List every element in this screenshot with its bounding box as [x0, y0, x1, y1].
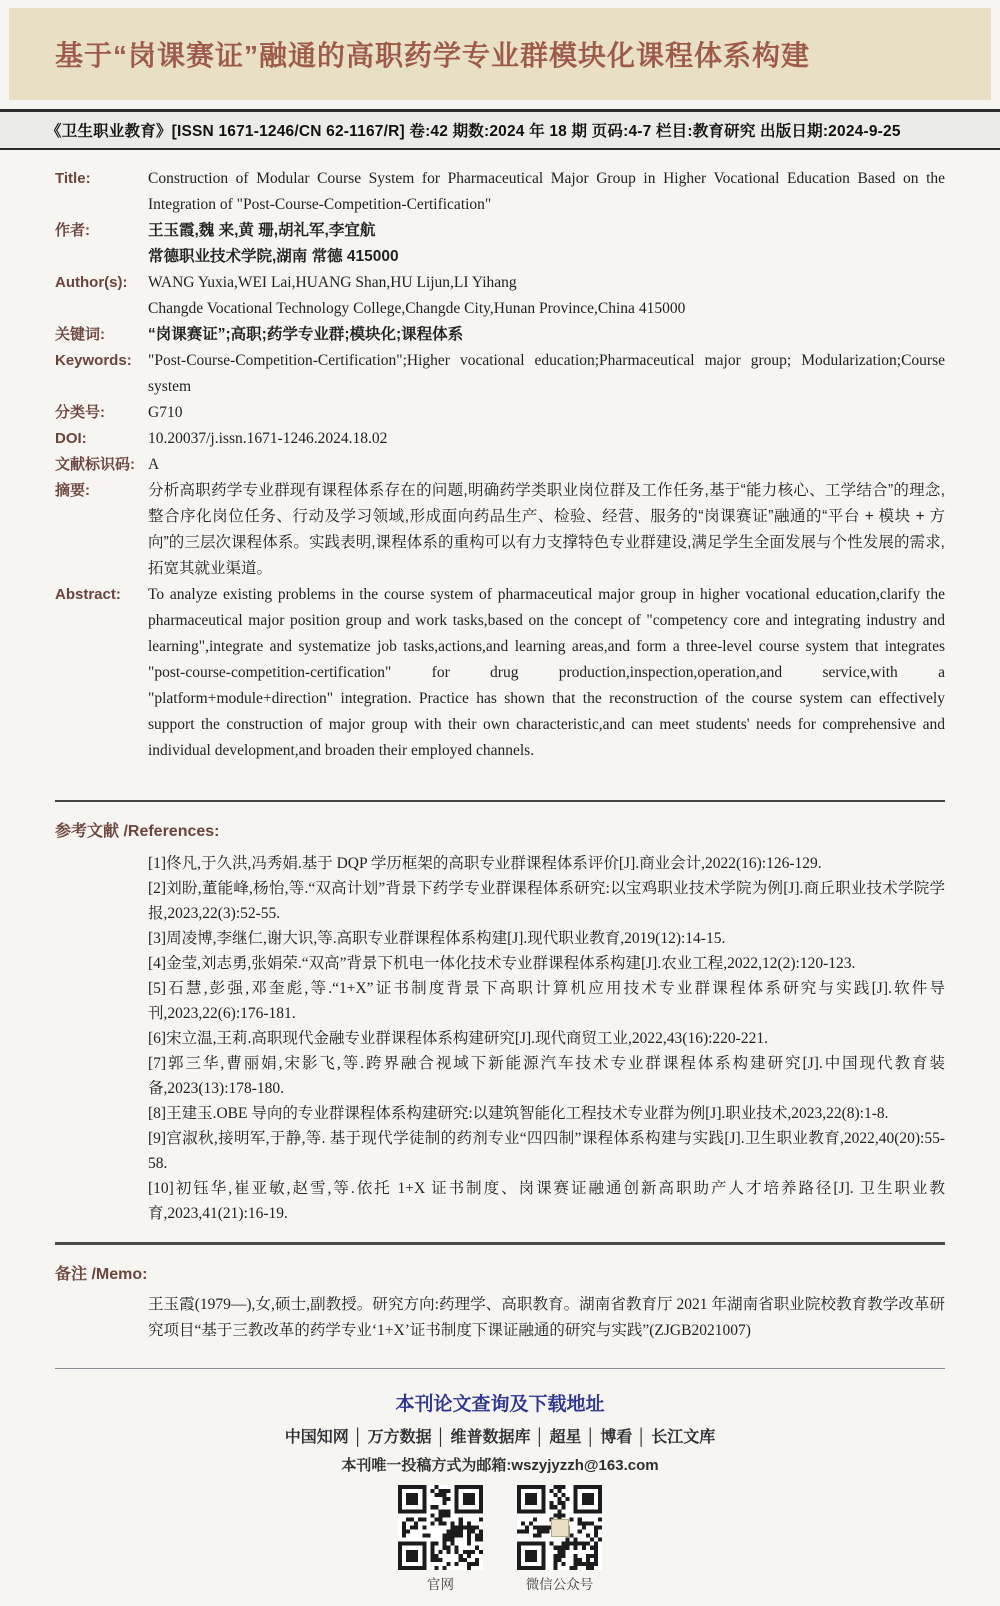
field-value-abstract-en: To analyze existing problems in the course system of pharmaceutical major group in higher vocational education,clarify the pharmaceutical major position group and work tasks,based on the concept of "competency core and integrating industry and learning",integrate and systematize job tasks,actions,and learning areas,and form a three-level course system that integrates "post-course-competition-certification" for drug production,inspection,operation,and service,with a "platform+module+direction" integration. Practice has shown that the reconstruction of the course system can effectively support the construction of major group with their own characteristic,and can meet students' needs for comprehensive and individual development,and broaden their employed channels.: [148, 586, 945, 759]
field-value-authors-cn-affil: 常德职业技术学院,湖南 常德 415000: [148, 248, 399, 265]
reference-item: [3]周凌博,李继仁,谢大识,等.高职专业群课程体系构建[J].现代职业教育,2019(12):14-15.: [148, 930, 726, 947]
reference-item: [1]佟凡,于久洪,冯秀娟.基于 DQP 学历框架的高职专业群课程体系评价[J].商业会计,2022(16):126-129.: [148, 855, 822, 872]
database-list: 中国知网 │ 万方数据 │ 维普数据库 │ 超星 │ 博看 │ 长江文库: [284, 1429, 716, 1446]
field-value-keywords-en: "Post-Course-Competition-Certification";Higher vocational education;Pharmaceutical major group; Modularization;Course system: [148, 352, 945, 395]
meta-row-title: [55, 166, 945, 218]
journal-info-bar: 《卫生职业教育》[ISSN 1671-1246/CN 62-1167/R] 卷:42 期数:2024 年 18 期 页码:4-7 栏目:教育研究 出版日期:2024-9-25: [0, 109, 1000, 150]
field-label-doi: DOI:: [55, 430, 87, 447]
reference-item: [6]宋立温,王莉.高职现代金融专业群课程体系构建研究[J].现代商贸工业,2022,43(16):220-221.: [148, 1030, 768, 1047]
page-header: [9, 8, 991, 100]
meta-row-abstract-cn: [55, 478, 945, 582]
meta-row-authors-en-affil: [55, 296, 945, 322]
references-list: [148, 851, 945, 1226]
reference-item: [8]王建玉.OBE 导向的专业群课程体系构建研究:以建筑智能化工程技术专业群为例[J].职业技术,2023,22(8):1-8.: [148, 1105, 889, 1122]
memo-heading: 备注 /Memo:: [55, 1266, 148, 1283]
article-title: 基于“岗课赛证”融通的高职药学专业群模块化课程体系构建: [55, 40, 811, 71]
reference-item: [7]郭三华,曹丽娟,宋影飞,等.跨界融合视域下新能源汽车技术专业群课程体系构建研究[J].中国现代教育装备,2023(13):178-180.: [148, 1055, 945, 1097]
field-value-doc-code: A: [148, 456, 160, 473]
section-divider: [55, 1368, 945, 1369]
field-value-authors-en-names: WANG Yuxia,WEI Lai,HUANG Shan,HU Lijun,LI Yihang: [148, 274, 517, 291]
field-label-authors-cn: 作者:: [55, 222, 90, 239]
website-qr-code-icon: [398, 1485, 483, 1570]
field-label-doc-code: 文献标识码:: [55, 456, 135, 473]
section-divider: [55, 1242, 945, 1245]
wechat-qr-code-icon: [517, 1485, 602, 1570]
qr-label-website: 官网: [427, 1577, 454, 1592]
field-value-authors-en-affil: Changde Vocational Technology College,Changde City,Hunan Province,China 415000: [148, 300, 686, 317]
meta-row-authors-en: [55, 270, 945, 296]
reference-item: [10]初钰华,崔亚敏,赵雪,等.依托 1+X 证书制度、岗课赛证融通创新高职助产人才培养路径[J]. 卫生职业教育,2023,41(21):16-19.: [148, 1180, 945, 1222]
meta-row-keywords-en: [55, 348, 945, 400]
references-heading: 参考文献 /References:: [55, 823, 220, 840]
qr-label-wechat: 微信公众号: [525, 1577, 594, 1592]
field-value-clc: G710: [148, 404, 183, 421]
field-value-doi: 10.20037/j.issn.1671-1246.2024.18.02: [148, 430, 388, 447]
field-label-abstract-en: Abstract:: [55, 586, 121, 603]
field-label-abstract-cn: 摘要:: [55, 482, 90, 499]
footer-heading: 本刊论文查询及下载地址: [395, 1394, 605, 1415]
reference-item: [9]宫淑秋,接明军,于静,等. 基于现代学徒制的药剂专业“四四制”课程体系构建与实践[J].卫生职业教育,2022,40(20):55-58.: [148, 1130, 945, 1172]
memo-text: 王玉霞(1979—),女,硕士,副教授。研究方向:药理学、高职教育。湖南省教育厅 2021 年湖南省职业院校教育教学改革研究项目“基于三教改革的药学专业‘1+X’证书制度下课证融通的研究与实践”(ZJGB2021007): [148, 1296, 945, 1339]
footer-section: [0, 1389, 1000, 1593]
field-label-clc: 分类号:: [55, 404, 105, 421]
meta-row-doc-code: [55, 452, 945, 478]
website-qr-block: [398, 1485, 483, 1593]
meta-row-clc: [55, 400, 945, 426]
qr-code-row: [0, 1485, 1000, 1593]
field-label-empty: [55, 244, 148, 270]
field-value-authors-cn-names: 王玉霞,魏 来,黄 珊,胡礼军,李宜航: [148, 222, 376, 239]
meta-row-abstract-en: [55, 582, 945, 764]
field-value-keywords-cn: “岗课赛证”;高职;药学专业群;模块化;课程体系: [148, 326, 464, 343]
field-label-keywords-cn: 关键词:: [55, 326, 105, 343]
reference-item: [4]金莹,刘志勇,张娟荣.“双高”背景下机电一体化技术专业群课程体系构建[J].农业工程,2022,12(2):120-123.: [148, 955, 856, 972]
field-label-title: Title:: [55, 170, 91, 187]
meta-row-doi: [55, 426, 945, 452]
meta-row-authors-cn: [55, 218, 945, 244]
field-value-title: Construction of Modular Course System for Pharmaceutical Major Group in Higher Vocational Education Based on the Integration of "Post-Course-Competition-Certification": [148, 170, 945, 213]
reference-item: [5]石慧,彭强,邓奎彪,等.“1+X”证书制度背景下高职计算机应用技术专业群课程体系研究与实践[J].软件导刊,2023,22(6):176-181.: [148, 980, 945, 1022]
metadata-section: [55, 166, 945, 764]
submission-email: 本刊唯一投稿方式为邮箱:wszyjyzzh@163.com: [341, 1457, 659, 1474]
meta-row-keywords-cn: [55, 322, 945, 348]
wechat-qr-block: [517, 1485, 602, 1593]
section-divider: [55, 800, 945, 802]
field-value-abstract-cn: 分析高职药学专业群现有课程体系存在的问题,明确药学类职业岗位群及工作任务,基于“能力核心、工学结合”的理念,整合序化岗位任务、行动及学习领域,形成面向药品生产、检验、经营、服务的“岗课赛证”融通的“平台 + 模块 + 方向”的三层次课程体系。实践表明,课程体系的重构可以有力支撑特色专业群建设,满足学生全面发展与个性发展的需求,拓宽其就业渠道。: [148, 482, 945, 577]
field-label-authors-en: Author(s):: [55, 274, 128, 291]
reference-item: [2]刘盼,董能峰,杨怡,等.“双高计划”背景下药学专业群课程体系研究:以宝鸡职业技术学院为例[J].商丘职业技术学院学报,2023,22(3):52-55.: [148, 880, 945, 922]
field-label-keywords-en: Keywords:: [55, 352, 132, 369]
field-label-empty: [55, 296, 148, 322]
meta-row-authors-cn-affil: [55, 244, 945, 270]
wechat-qr-logo: [551, 1519, 569, 1537]
